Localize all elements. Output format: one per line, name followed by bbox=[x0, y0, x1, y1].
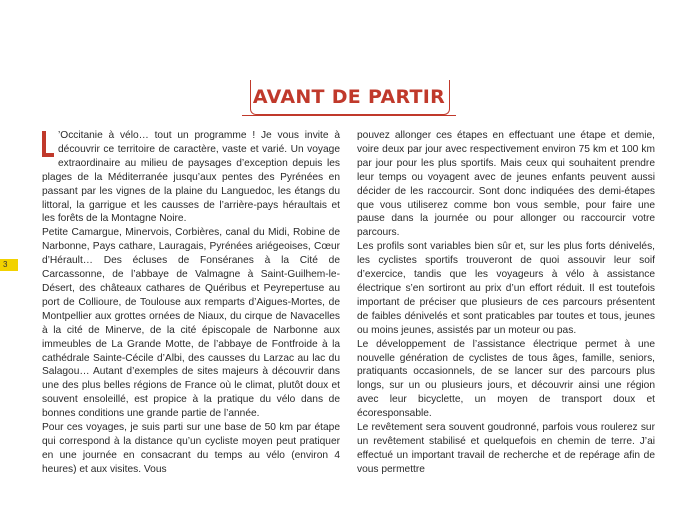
paragraph: ’Occitanie à vélo… tout un programme ! Je vous invite à découvrir ce territoire de caractère, vaste et varié. Un voyage extraordinaire au milieu de paysages d’exception depuis les plages de la Méditerranée jusqu’aux pentes des Pyrénées en passant par les vignes de la plaine du Languedoc, les étangs du littoral, la garrigue et les causses de l’arrière-pays héraultais et les forêts de la Montagne Noire. bbox=[42, 130, 340, 225]
left-column bbox=[42, 129, 340, 477]
paragraph: Le revêtement sera souvent goudronné, parfois vous roulerez sur un revêtement stabilisé et quelquefois en chemin de terre. J’ai effectué un important travail de recherche et de repérage afin de vous permettre bbox=[357, 422, 655, 475]
paragraph: Petite Camargue, Minervois, Corbières, canal du Midi, Robine de Narbonne, Pays cathare, Lauragais, Pyrénées ariégeoises, Cœur d’Hérault… Des écluses de Fonséranes à la Cité de Carcassonne, de l’abbaye de Valmagne à Saint-Guilhem-le-Désert, des châteaux cathares de Quéribus et Peyrepertuse au port de Collioure, de Toulouse aux remparts d’Aigues-Mortes, de Montpellier aux grottes ornées de Niaux, du cirque de Navacelles à la cité de Minerve, de la cité épiscopale de Narbonne aux immeubles de La Grande Motte, de l’abbaye de Fontfroide à la cathédrale Sainte-Cécile d’Albi, des causses du Larzac au lac du Salagou… Autant d’exemples de sites majeurs à découvrir dans une des plus belles régions de France où le climat, plutôt doux et souvent ensoleillé, est propice à la pratique du vélo dans de bonnes conditions une grande partie de l’année. bbox=[42, 227, 340, 420]
page-number-tab: 3 bbox=[0, 259, 18, 271]
paragraph: pouvez allonger ces étapes en effectuant une étape et demie, voire deux par jour avec respectivement environ 75 km et 100 km par jour pour les plus sportifs. Mais ceux qui souhaitent prendre leur temps ou voyagent avec de jeunes enfants peuvent aussi décider de les raccourcir. Sont donc indiquées des demi-étapes que vous utiliserez comme bon vous semble, pour faire une pause dans la journée ou pour allonger ou raccourcir votre parcours. bbox=[357, 130, 655, 239]
paragraph: Le développement de l’assistance électrique permet à une nouvelle génération de cyclistes de tous âges, famille, seniors, pratiquants occasionnels, de se lancer sur des parcours plus longs, sur un ou plusieurs jours, et découvrir ainsi une région avec leur bicyclette, un moyen de transport doux et écoresponsable. bbox=[357, 338, 655, 420]
page-title: AVANT DE PARTIR bbox=[252, 86, 446, 108]
dropcap-l bbox=[42, 131, 56, 157]
title-underline bbox=[242, 115, 456, 116]
paragraph: Les profils sont variables bien sûr et, sur les plus forts dénivelés, les cyclistes sportifs trouveront de quoi assouvir leur soif d’exercice, tandis que les voyageurs à vélo à assistance électrique s’en sortiront au prix d’un effort réduit. Il est toutefois important de préciser que plusieurs de ces parcours présentent de faibles dénivelés et sont praticables par toutes et tous, jeunes ou moins jeunes, assistés par un moteur ou pas. bbox=[357, 241, 655, 336]
right-column bbox=[357, 129, 655, 477]
paragraph: Pour ces voyages, je suis parti sur une base de 50 km par étape qui correspond à la distance qu’un cycliste moyen peut pratiquer en une journée en consacrant du temps au vélo (environ 4 heures) et aux visites. Vous bbox=[42, 422, 340, 475]
